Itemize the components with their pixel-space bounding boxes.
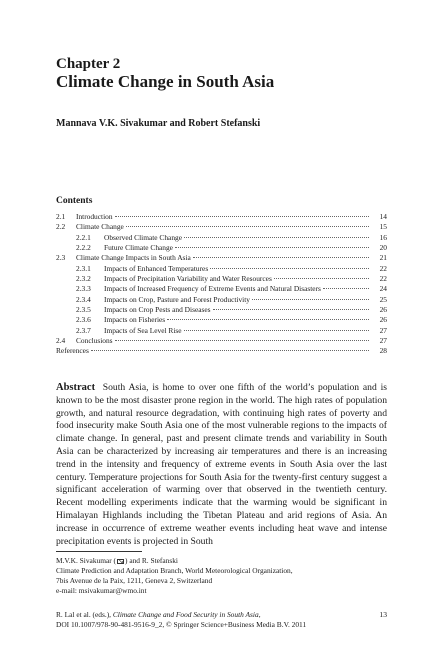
- author-footnote: [56, 556, 387, 596]
- abstract-text: South Asia, is home to over one fifth of the world’s population and is known to be the most disaster prone region in the world. The high rates of population growth, and natural resource degradation, with continuing high rates of poverty and food insecurity make South Asia one of the most vulnerable regions to the impacts of climate change. In general, past and present climate trends and variability in South Asia can be characterized by increasing air temperatures and there is an increasing trend in the intensity and frequency of extreme events in South Asia over the last century. Temperature projections for South Asia for the twenty-first century suggest a significant acceleration of warming over that observed in the twentieth century. Recent modelling experiments indicate that the warming would be significant in Himalayan Highlands including the Tibetan Plateau and arid regions of Asia. An increase in occurrence of extreme weather events including heat wave and intense precipitation events is projected in South: [56, 382, 388, 547]
- toc-leader-dots: [126, 220, 369, 227]
- toc-entry-number: 2.3.1: [76, 263, 91, 273]
- toc-leader-dots: [167, 313, 369, 320]
- table-of-contents: [56, 212, 387, 357]
- toc-entry-title: Impacts on Crop Pests and Diseases: [104, 305, 211, 315]
- envelope-icon: [117, 559, 124, 564]
- toc-entry-page: 22: [379, 274, 387, 284]
- publication-book-title: Climate Change and Food Security in South Asia: [112, 610, 259, 619]
- toc-entry-title: Impacts on Fisheries: [104, 315, 166, 325]
- toc-entry-number: 2.3.7: [76, 325, 91, 335]
- toc-entry-number: 2.1: [56, 212, 66, 221]
- toc-entry-page: 14: [379, 212, 387, 221]
- publication-comma: ,: [258, 610, 261, 619]
- toc-leader-dots: [274, 272, 369, 279]
- toc-leader-dots: [115, 334, 369, 341]
- toc-entry-page: 26: [379, 315, 387, 325]
- toc-leader-dots: [193, 251, 369, 258]
- toc-entry-title: Impacts on Crop, Pasture and Forest Productivity: [104, 294, 250, 304]
- toc-entry-title: Impacts of Increased Frequency of Extreme Events and Natural Disasters: [104, 284, 321, 294]
- footnote-address: 7bis Avenue de la Paix, 1211, Geneva 2, Switzerland: [56, 576, 213, 585]
- toc-entry-page: 25: [379, 294, 387, 304]
- toc-entry-page: 27: [379, 336, 387, 346]
- page-number: 13: [379, 610, 387, 619]
- toc-entry-title: Impacts of Sea Level Rise: [104, 325, 182, 335]
- toc-entry-page: 22: [379, 263, 387, 273]
- contents-heading: Contents: [56, 196, 93, 206]
- chapter-title: Climate Change in South Asia: [56, 72, 275, 91]
- toc-entry-number: 2.3: [56, 253, 66, 263]
- footnote-author1: M.V.K. Sivakumar (: [56, 556, 117, 565]
- toc-leader-dots: [115, 210, 369, 217]
- toc-leader-dots: [184, 324, 369, 331]
- toc-leader-dots: [184, 231, 369, 238]
- toc-leader-dots: [323, 282, 369, 289]
- toc-entry[interactable]: [56, 346, 387, 356]
- toc-entry-title: Impacts of Enhanced Temperatures: [104, 263, 209, 273]
- abstract: [56, 382, 387, 548]
- toc-entry-page: 21: [379, 253, 387, 263]
- toc-entry-title: Future Climate Change: [104, 243, 173, 253]
- toc-leader-dots: [91, 344, 369, 351]
- toc-entry-title: Climate Change Impacts in South Asia: [76, 253, 191, 263]
- toc-entry-page: 20: [379, 243, 387, 253]
- footnote-affiliation: Climate Prediction and Adaptation Branch, World Meteorological Organization,: [56, 566, 293, 575]
- toc-entry-title: Observed Climate Change: [104, 232, 182, 242]
- toc-entry-title: Introduction: [76, 212, 113, 221]
- publication-editors: R. Lal et al. (eds.),: [56, 610, 113, 619]
- toc-entry-number: 2.3.2: [76, 274, 91, 284]
- chapter-label: Chapter 2: [56, 56, 121, 72]
- toc-entry-title: Impacts of Precipitation Variability and Water Resources: [104, 274, 272, 284]
- toc-entry-page: 16: [379, 232, 387, 242]
- toc-leader-dots: [175, 241, 369, 248]
- toc-entry-number: 2.2.1: [76, 232, 91, 242]
- toc-entry-page: 26: [379, 305, 387, 315]
- publication-citation: [56, 610, 387, 620]
- abstract-label: Abstract: [56, 382, 96, 393]
- footnote-authors: [56, 556, 387, 566]
- toc-leader-dots: [210, 262, 369, 269]
- publication-doi: DOI 10.1007/978-90-481-9516-9_2, © Springer Science+Business Media B.V. 2011: [56, 620, 307, 629]
- toc-leader-dots: [213, 303, 369, 310]
- footnote-divider: [56, 551, 142, 552]
- toc-entry-number: 2.3.4: [76, 294, 91, 304]
- toc-entry-title: References: [56, 346, 89, 356]
- toc-entry-number: 2.3.6: [76, 315, 91, 325]
- toc-entry-page: 27: [379, 325, 387, 335]
- toc-entry-number: 2.4: [56, 336, 66, 346]
- footnote-author-rest: ) and R. Stefanski: [125, 556, 178, 565]
- publication-info: [56, 610, 387, 630]
- toc-entry-number: 2.2.2: [76, 243, 91, 253]
- toc-entry-page: 24: [379, 284, 387, 294]
- toc-entry-number: 2.3.5: [76, 305, 91, 315]
- toc-entry-number: 2.3.3: [76, 284, 91, 294]
- toc-entry-title: Conclusions: [76, 336, 113, 346]
- toc-leader-dots: [252, 293, 369, 300]
- toc-entry-number: 2.2: [56, 222, 66, 232]
- footnote-email: e-mail: msivakumar@wmo.int: [56, 586, 147, 595]
- toc-entry-title: Climate Change: [76, 222, 124, 232]
- chapter-authors: Mannava V.K. Sivakumar and Robert Stefanski: [56, 118, 261, 129]
- toc-entry-page: 15: [379, 222, 387, 232]
- toc-entry-page: 28: [379, 346, 387, 356]
